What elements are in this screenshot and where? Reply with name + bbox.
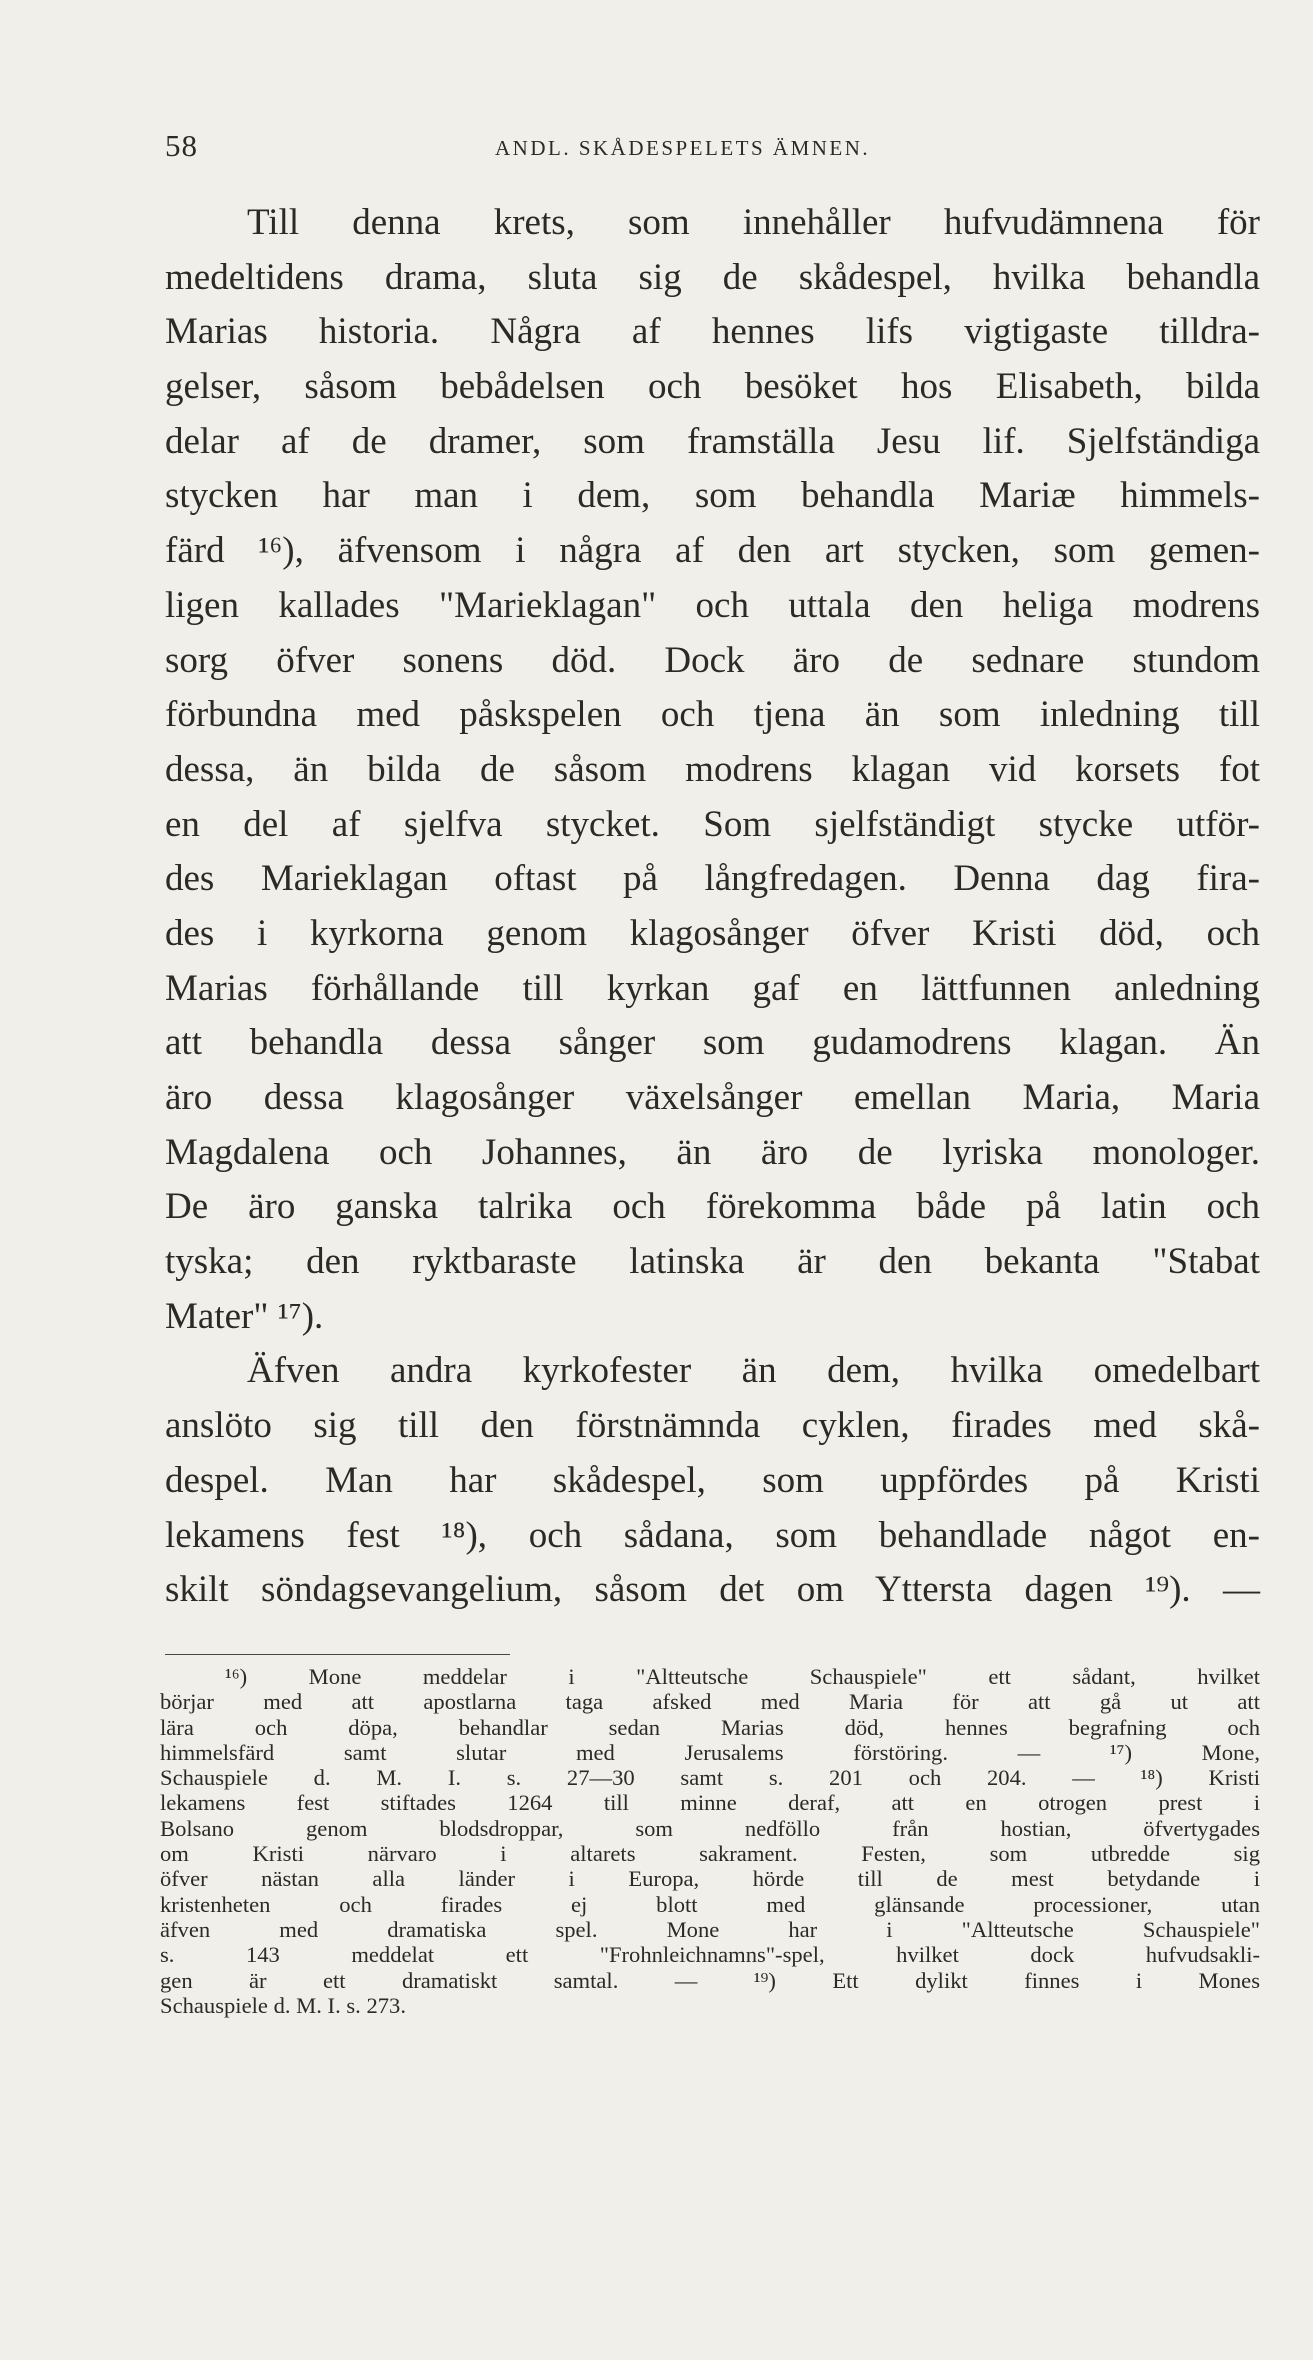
body-line: äro dessa klagosånger växelsånger emellan Maria, Maria	[165, 1077, 1260, 1118]
body-line: Magdalena och Johannes, än äro de lyriska monologer.	[165, 1131, 1260, 1173]
footnote-line: lekamens fest stiftades 1264 till minne deraf, att en otrogen prest i	[160, 1790, 1260, 1816]
footnote-line: ¹⁶) Mone meddelar i "Altteutsche Schauspiele" ett sådant, hvilket	[225, 1664, 1260, 1689]
body-line: delar af de dramer, som framställa Jesu lif. Sjelfständiga	[165, 420, 1260, 462]
footnote-line: gen är ett dramatiskt samtal. — ¹⁹) Ett dylikt finnes i Mones	[160, 1967, 1260, 1993]
footnote-line: kristenheten och firades ej blott med glänsande processioner, utan	[160, 1891, 1260, 1917]
body-line: gelser, såsom bebådelsen och besöket hos Elisabeth, bilda	[165, 366, 1260, 408]
footnote-line: börjar med att apostlarna taga afsked med Maria för att gå ut att	[160, 1689, 1260, 1715]
body-line: sorg öfver sonens död. Dock äro de sednare stundom	[165, 639, 1260, 681]
body-line: despel. Man har skådespel, som uppfördes på Kristi	[165, 1459, 1260, 1501]
footnote-line: himmelsfärd samt slutar med Jerusalems förstöring. — ¹⁷) Mone,	[160, 1739, 1260, 1765]
body-line: lekamens fest ¹⁸), och sådana, som behandlade något en-	[165, 1514, 1260, 1556]
body-line: Mater" ¹⁷).	[165, 1295, 324, 1337]
body-line: des i kyrkorna genom klagosånger öfver Kristi död, och	[165, 912, 1260, 954]
footnotes	[160, 1664, 1260, 2018]
body-line: skilt söndagsevangelium, såsom det om Yttersta dagen ¹⁹). —	[165, 1569, 1260, 1611]
footnote-line: äfven med dramatiska spel. Mone har i "Altteutsche Schauspiele"	[160, 1916, 1260, 1942]
body-line: Äfven andra kyrkofester än dem, hvilka omedelbart	[247, 1350, 1260, 1392]
page-header	[165, 128, 1155, 168]
footnote-line: öfver nästan alla länder i Europa, hörde till de mest betydande i	[160, 1866, 1260, 1892]
body-line: Till denna krets, som innehåller hufvudämnena för	[247, 202, 1260, 243]
body-line: Marias historia. Några af hennes lifs vigtigaste tilldra-	[165, 311, 1260, 353]
body-line: des Marieklagan oftast på långfredagen. Denna dag fira-	[165, 858, 1260, 900]
page-number: 58	[165, 128, 198, 163]
footnote-line: Schauspiele d. M. I. s. 27—30 samt s. 201 och 204. — ¹⁸) Kristi	[160, 1765, 1260, 1791]
running-head: ANDL. SKÅDESPELETS ÄMNEN.	[495, 136, 871, 160]
body-line: färd ¹⁶), äfvensom i några af den art stycken, som gemen-	[165, 530, 1260, 572]
footnote-line: Bolsano genom blodsdroppar, som nedföllo från hostian, öfvertygades	[160, 1815, 1260, 1841]
footnote-line: s. 143 meddelat ett "Frohnleichnamns"-spel, hvilket dock hufvudsakli-	[160, 1942, 1260, 1968]
body-line: ligen kallades "Marieklagan" och uttala den heliga modrens	[165, 584, 1260, 626]
body-text	[165, 196, 1260, 1618]
body-line: tyska; den ryktbaraste latinska är den bekanta "Stabat	[165, 1241, 1260, 1283]
body-line: De äro ganska talrika och förekomma både på latin och	[165, 1186, 1260, 1228]
body-line: förbundna med påskspelen och tjena än som inledning till	[165, 694, 1260, 736]
body-line: medeltidens drama, sluta sig de skådespel, hvilka behandla	[165, 256, 1260, 298]
body-line: dessa, än bilda de såsom modrens klagan vid korsets fot	[165, 748, 1260, 790]
body-line: att behandla dessa sånger som gudamodrens klagan. Än	[165, 1022, 1260, 1064]
body-line: stycken har man i dem, som behandla Mariæ himmels-	[165, 475, 1260, 517]
footnote-line: Schauspiele d. M. I. s. 273.	[160, 1992, 406, 2018]
body-line: Marias förhållande till kyrkan gaf en lättfunnen anledning	[165, 967, 1260, 1009]
footnote-divider	[165, 1654, 510, 1655]
body-line: en del af sjelfva stycket. Som sjelfständigt stycke utför-	[165, 803, 1260, 845]
footnote-line: lära och döpa, behandlar sedan Marias död, hennes begrafning och	[160, 1714, 1260, 1740]
body-line: anslöto sig till den förstnämnda cyklen, firades med skå-	[165, 1405, 1260, 1447]
footnote-line: om Kristi närvaro i altarets sakrament. Festen, som utbredde sig	[160, 1841, 1260, 1867]
